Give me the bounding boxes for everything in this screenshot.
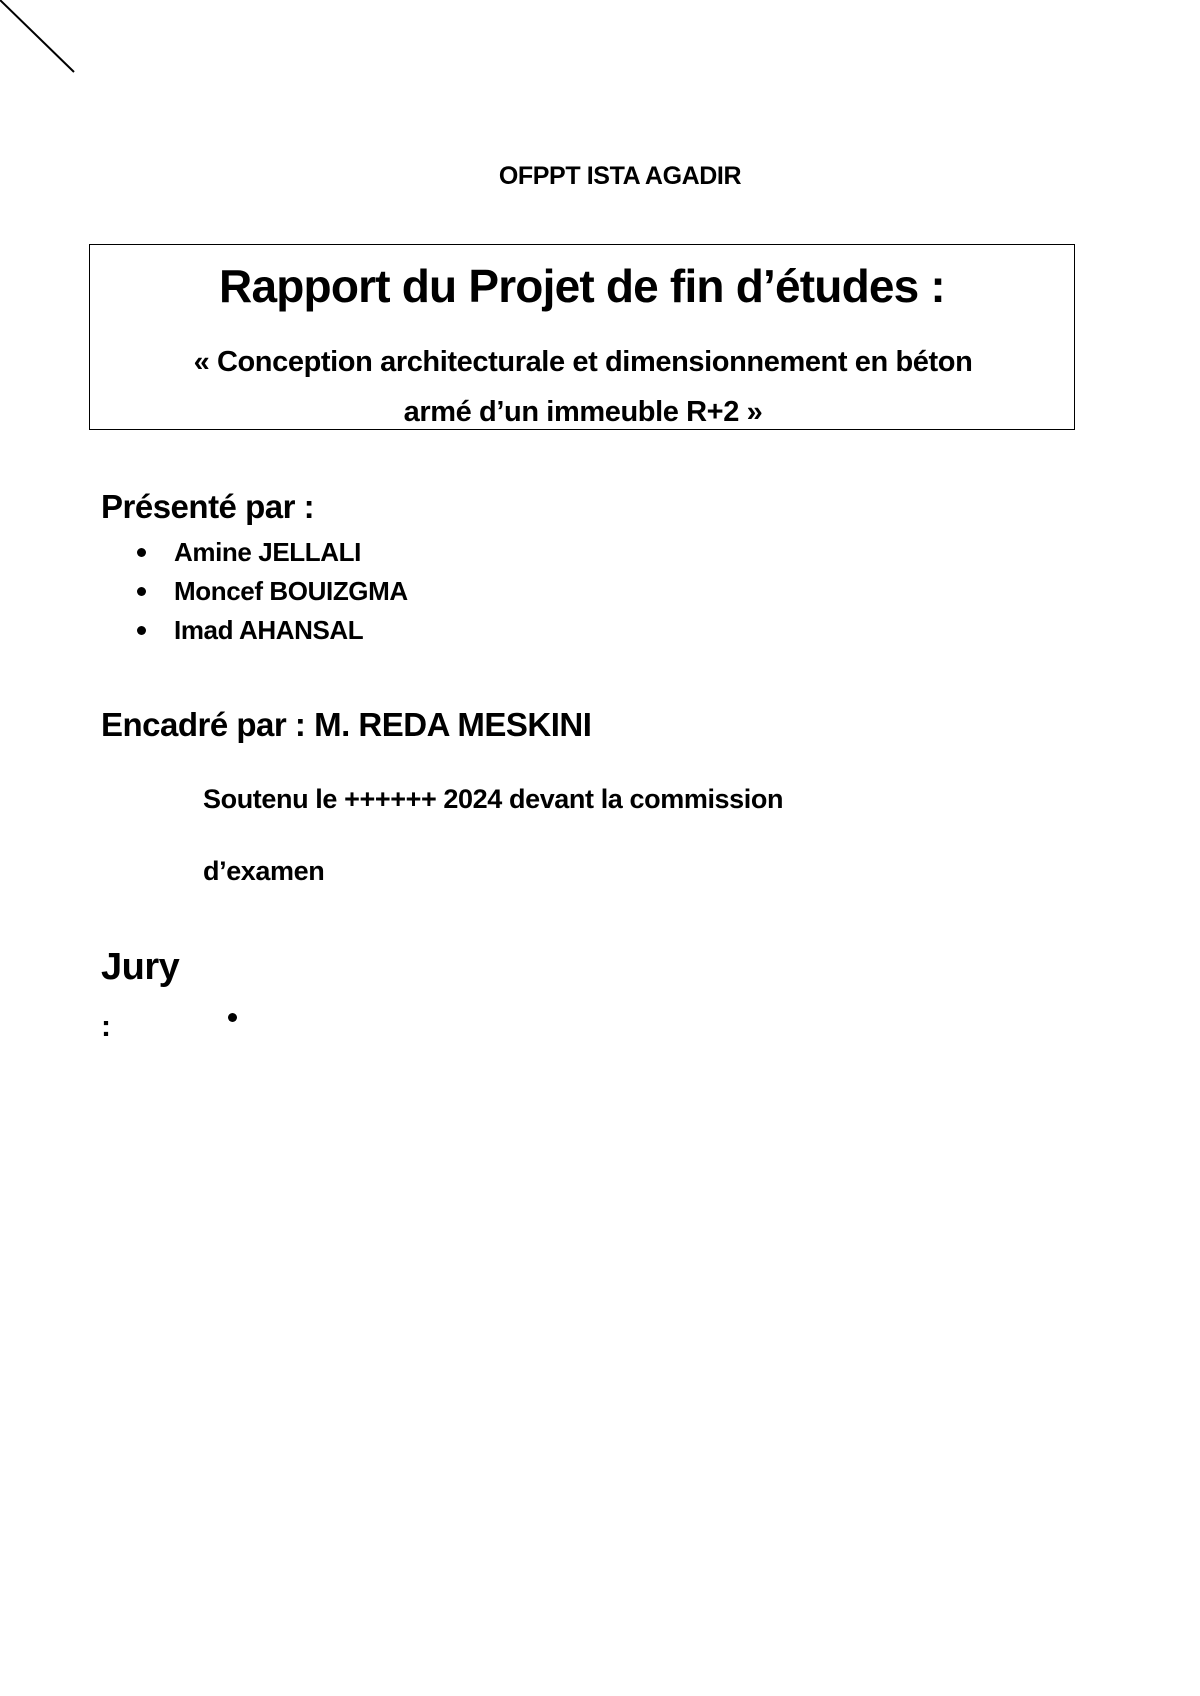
presenter-list [101, 535, 408, 652]
project-subtitle-line-1: « Conception architecturale et dimensionnement en béton [193, 346, 973, 378]
report-title: Rapport du Projet de fin d’études : [219, 260, 945, 312]
title-box [89, 244, 1075, 430]
list-item [101, 574, 408, 613]
corner-diagonal-line [0, 0, 100, 100]
bullet-icon [228, 1013, 237, 1022]
defense-statement-line-1: Soutenu le ++++++ 2024 devant la commission [203, 784, 784, 814]
jury-colon: : [101, 1010, 111, 1043]
presented-by-heading: Présenté par : [101, 488, 315, 525]
project-subtitle-line-2: armé d’un immeuble R+2 » [403, 396, 763, 428]
bullet-icon [137, 626, 146, 635]
supervised-by-heading: Encadré par : M. REDA MESKINI [101, 706, 592, 743]
bullet-icon [137, 587, 146, 596]
student-name: Imad AHANSAL [174, 615, 364, 645]
bullet-icon [137, 548, 146, 557]
student-name: Moncef BOUIZGMA [174, 576, 408, 606]
list-item [101, 613, 408, 652]
jury-heading: Jury [101, 946, 180, 988]
institution-name: OFPPT ISTA AGADIR [498, 162, 742, 190]
list-item [101, 535, 408, 574]
student-name: Amine JELLALI [174, 537, 361, 567]
project-subtitle [120, 337, 1046, 437]
defense-statement-line-2: d’examen [203, 856, 325, 886]
